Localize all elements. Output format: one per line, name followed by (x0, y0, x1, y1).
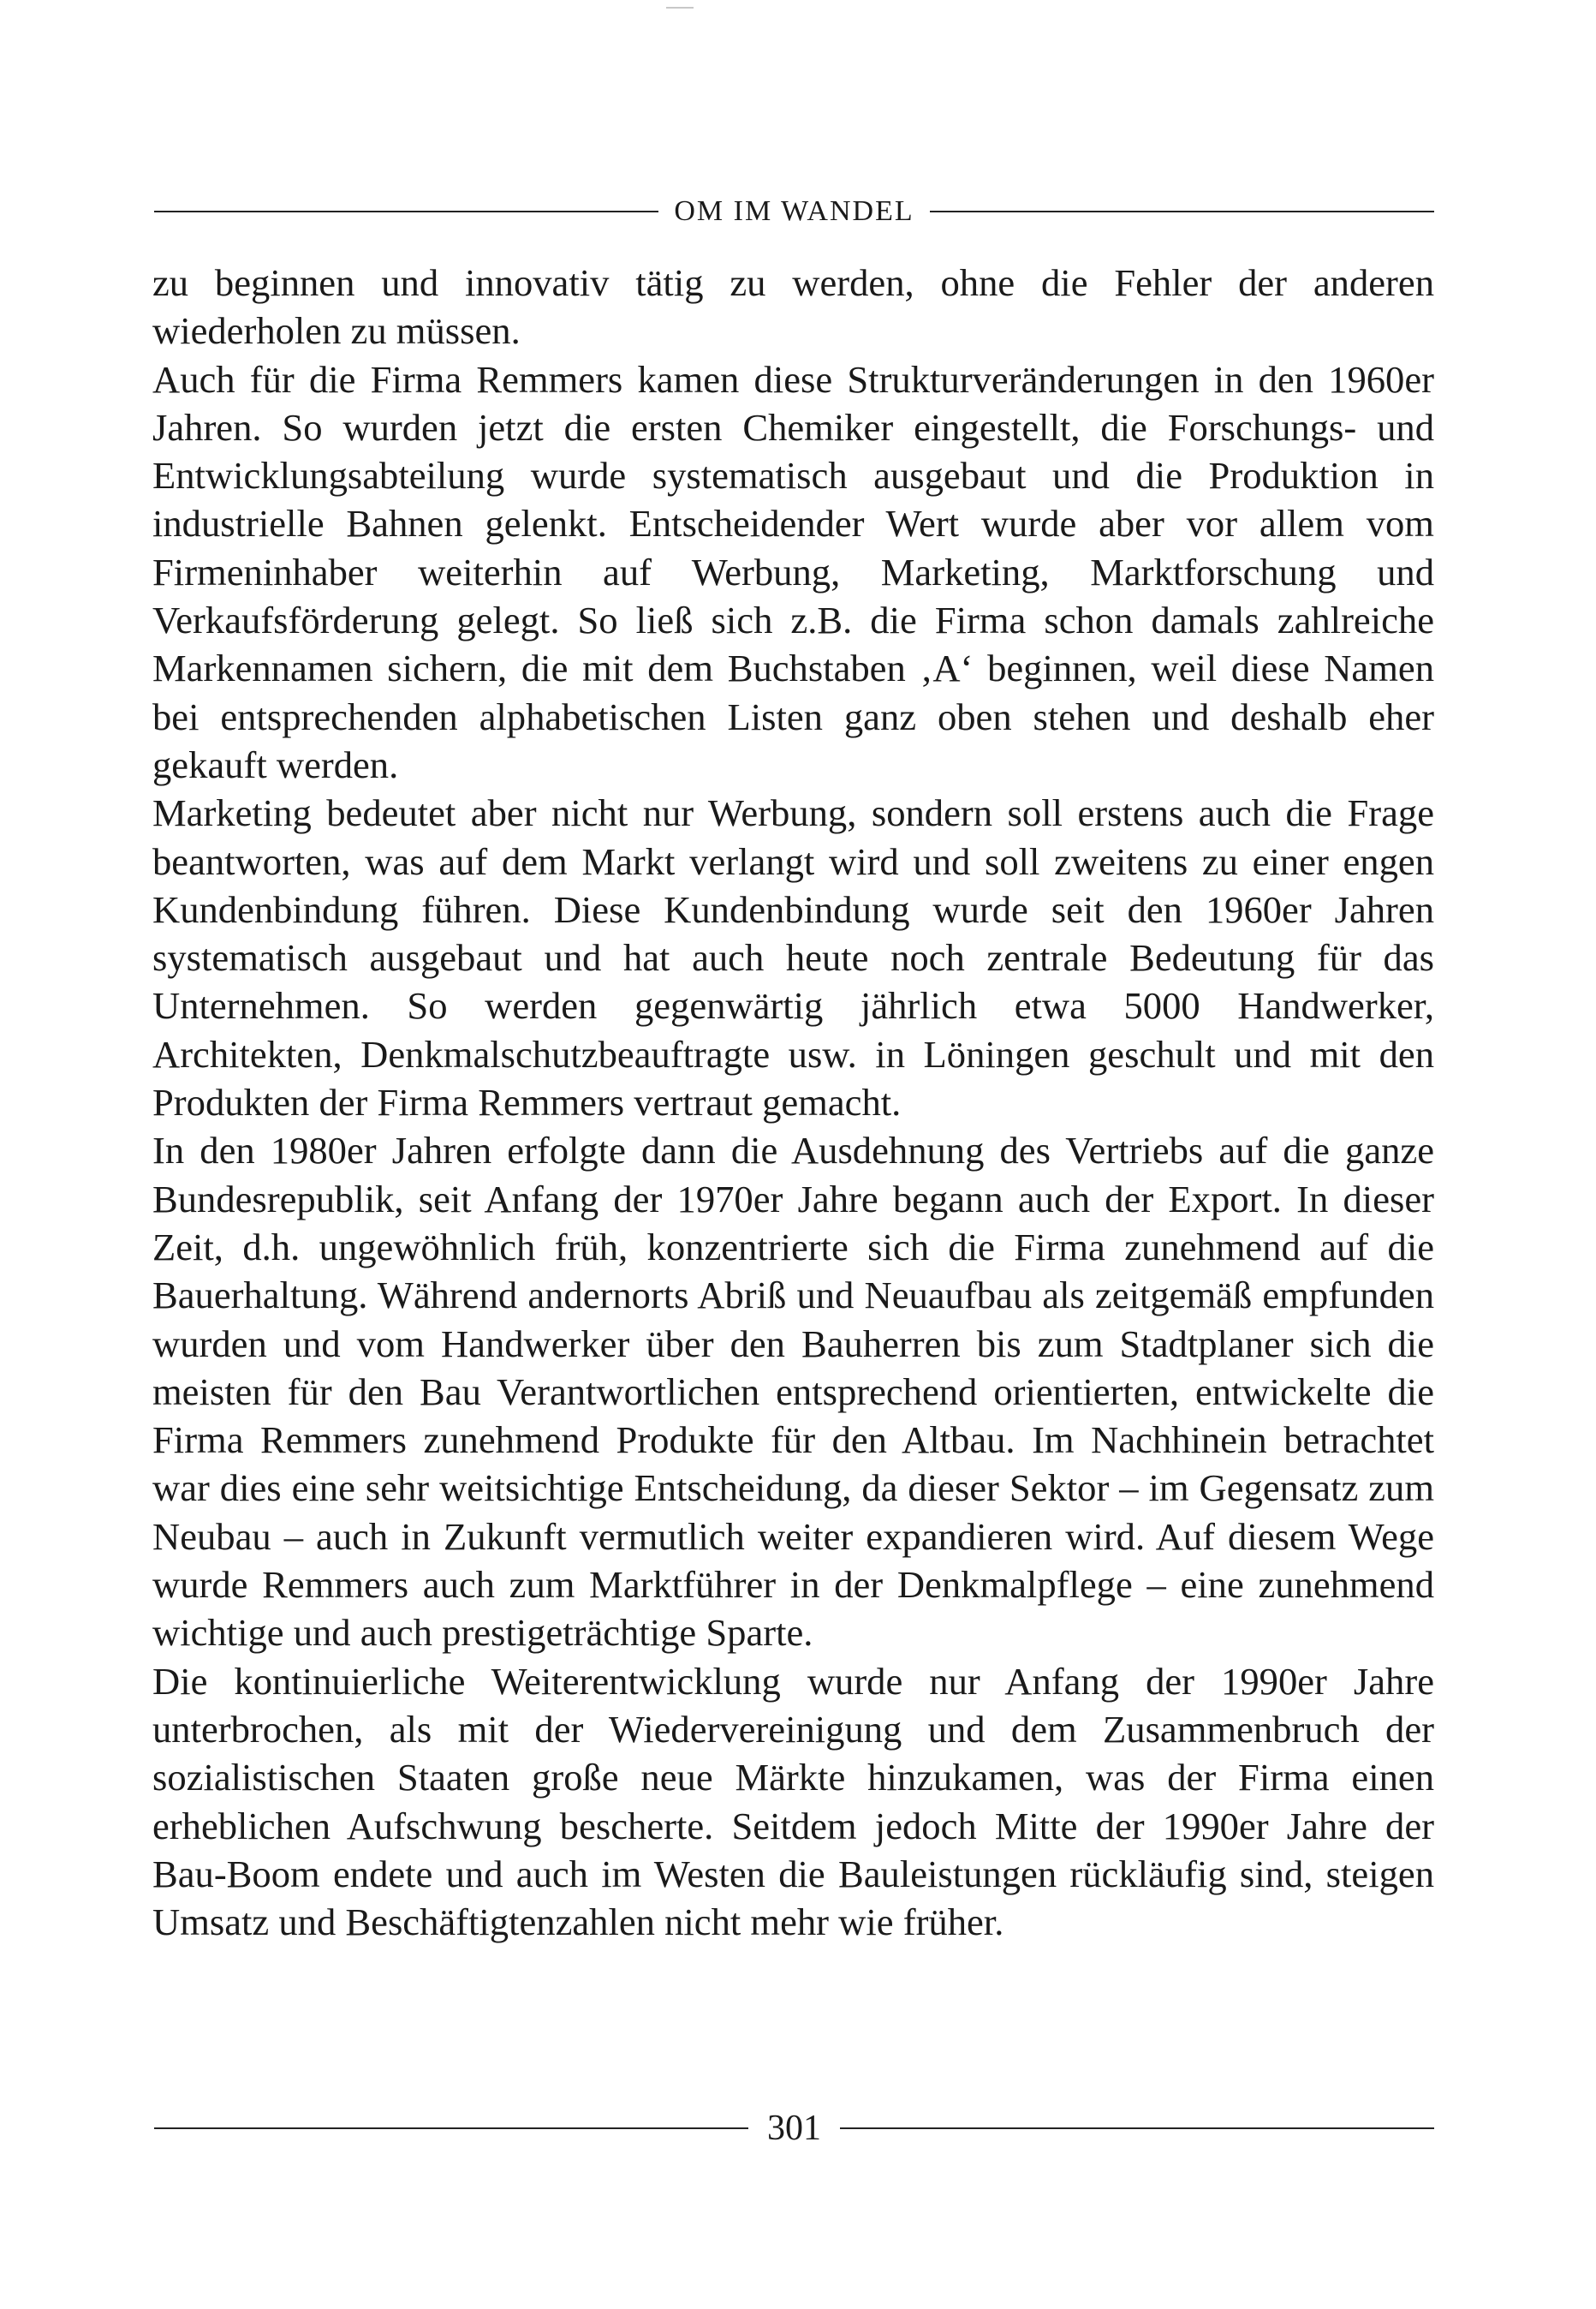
paragraph: Marketing bedeutet aber nicht nur Werbung, sondern soll erstens auch die Frage beantworten, was auf dem Markt verlangt wird und soll zweitens zu einer engen Kundenbindung führen. Diese Kundenbindung wurde seit den 1960er Jahren systematisch ausgebaut und hat auch heute noch zentrale Bedeutung für das Unternehmen. So werden gegenwärtig jährlich etwa 5000 Handwerker, Architekten, Denkmalschutzbeauftragte usw. in Löningen geschult und mit den Produkten der Firma Remmers vertraut gemacht. (152, 791, 1434, 1125)
footer-rule-left (154, 2127, 748, 2129)
running-header (154, 192, 1434, 231)
body-text (152, 259, 1434, 1946)
running-header-title: OM IM WANDEL (674, 195, 914, 227)
paragraph: Auch für die Firma Remmers kamen diese Strukturveränderungen in den 1960er Jahren. So wurden jetzt die ersten Chemiker eingestellt, die Forschungs- und Entwicklungsabteilung wurde systematisch ausgebaut und die Produktion in industrielle Bahnen gelenkt. Entscheidender Wert wurde aber vor allem vom Firmeninhaber weiterhin auf Werbung, Marketing, Marktforschung und Verkaufsförderung gelegt. So ließ sich z.B. die Firma schon damals zahlreiche Markennamen sichern, die mit dem Buchstaben ‚A‘ beginnen, weil diese Namen bei entsprechenden alphabetischen Listen ganz oben stehen und deshalb eher gekauft werden. (152, 357, 1434, 786)
header-rule-right (930, 211, 1434, 212)
paragraph: zu beginnen und innovativ tätig zu werden, ohne die Fehler der anderen wiederholen zu müssen. (152, 261, 1434, 353)
scan-mark (666, 7, 694, 9)
header-rule-left (154, 211, 658, 212)
paragraph: In den 1980er Jahren erfolgte dann die Ausdehnung des Vertriebs auf die ganze Bundesrepublik, seit Anfang der 1970er Jahre begann auch der Export. In dieser Zeit, d.h. ungewöhnlich früh, konzentrierte sich die Firma zunehmend auf die Bauerhaltung. Während andernorts Abriß und Neuaufbau als zeitgemäß empfunden wurden und vom Handwerker über den Bauherren bis zum Stadtplaner sich die meisten für den Bau Verantwortlichen entsprechend orientierten, entwickelte die Firma Remmers zunehmend Produkte für den Altbau. Im Nachhinein betrachtet war dies eine sehr weitsichtige Entscheidung, da dieser Sektor – im Gegensatz zum Neubau – auch in Zukunft vermutlich weiter expandieren wird. Auf diesem Wege wurde Remmers auch zum Marktführer in der Denkmalpflege – eine zunehmend wichtige und auch prestigeträchtige Sparte. (152, 1129, 1434, 1655)
page-footer (154, 2103, 1434, 2154)
paragraph: Die kontinuierliche Weiterentwicklung wurde nur Anfang der 1990er Jahre unterbrochen, als mit der Wiedervereinigung und dem Zusammenbruch der sozialistischen Staaten große neue Märkte hinzukamen, was der Firma einen erheblichen Aufschwung bescherte. Seitdem jedoch Mitte der 1990er Jahre der Bau-Boom endete und auch im Westen die Bauleistungen rückläufig sind, steigen Umsatz und Beschäftigtenzahlen nicht mehr wie früher. (152, 1659, 1434, 1944)
footer-rule-right (840, 2127, 1434, 2129)
page-number: 301 (767, 2109, 821, 2148)
